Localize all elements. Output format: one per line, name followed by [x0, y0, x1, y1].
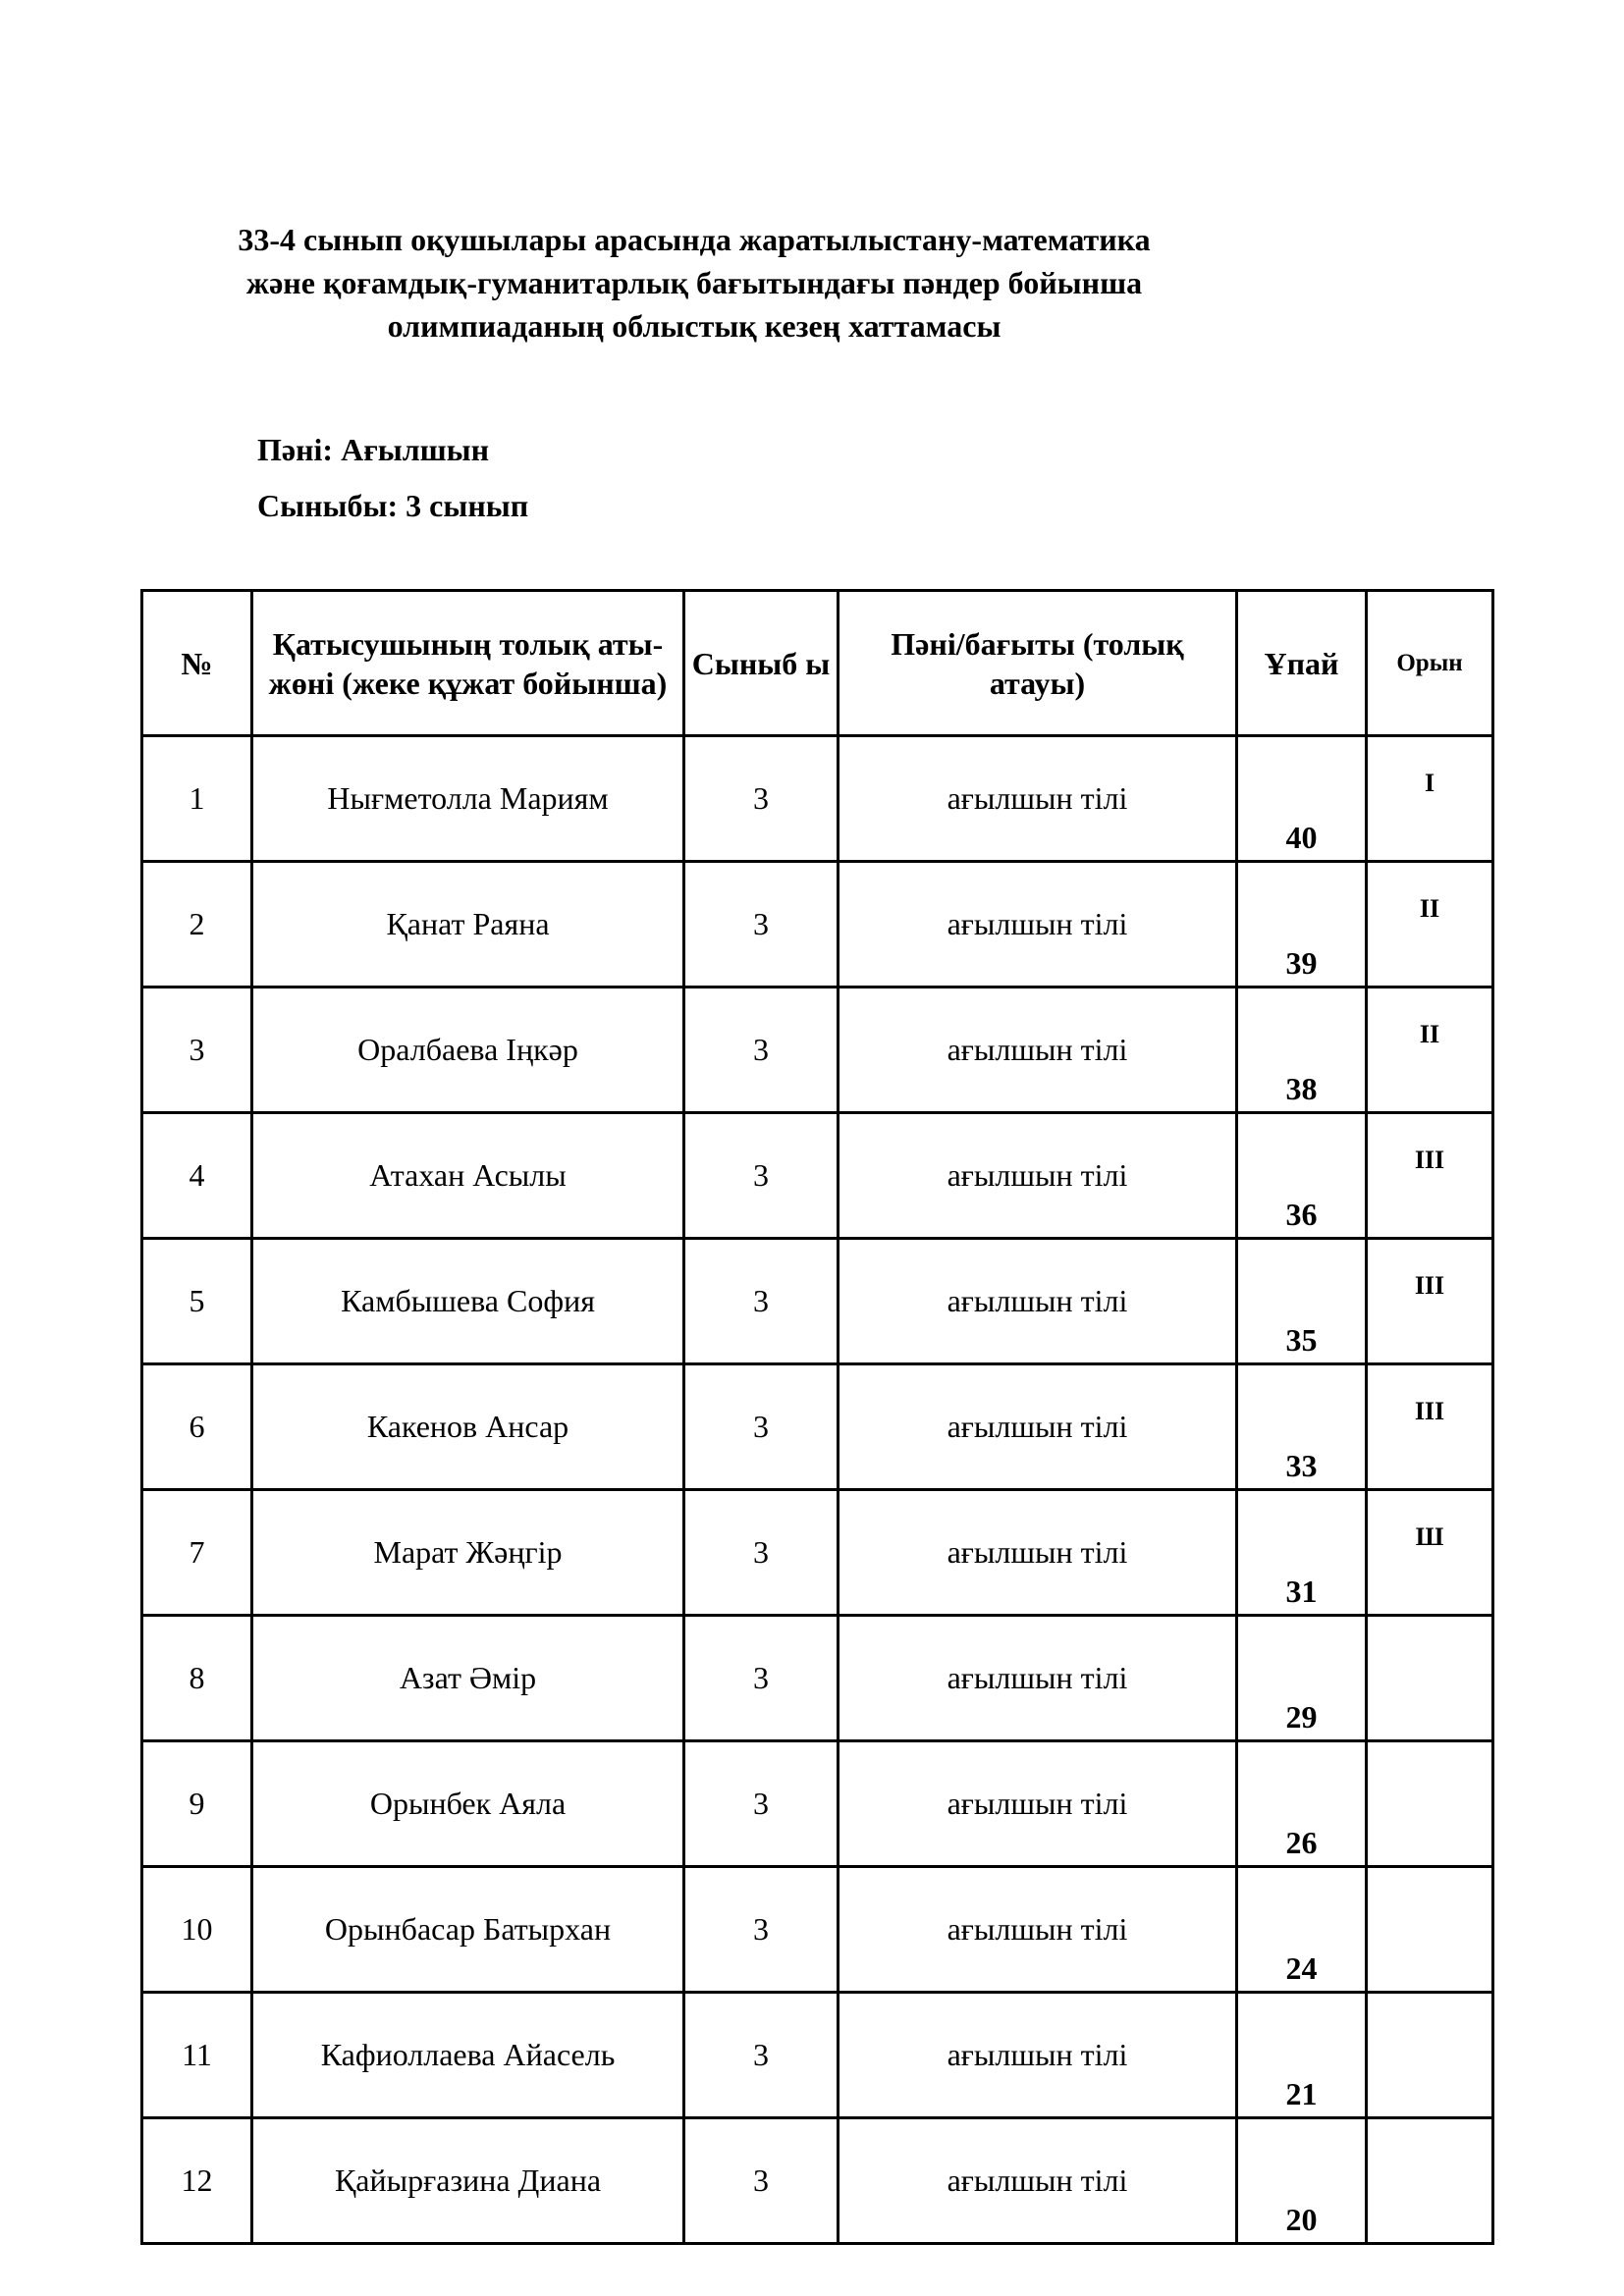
- cell-score: 38: [1237, 988, 1367, 1113]
- document-title: [0, 218, 1388, 347]
- cell-score: 21: [1237, 1993, 1367, 2118]
- cell-number: 3: [142, 988, 252, 1113]
- cell-score: 24: [1237, 1867, 1367, 1993]
- cell-grade: 3: [684, 1239, 839, 1364]
- cell-number: 8: [142, 1616, 252, 1741]
- cell-subject: ағылшын тілі: [839, 1867, 1237, 1993]
- cell-name: Оралбаева Іңкәр: [252, 988, 684, 1113]
- table-header-row: [142, 591, 1493, 736]
- table-row: [142, 1490, 1493, 1616]
- header-subject: Пәні/бағыты (толық атауы): [839, 591, 1237, 736]
- cell-name: Азат Әмір: [252, 1616, 684, 1741]
- cell-name: Кафиоллаева Айасель: [252, 1993, 684, 2118]
- cell-name: Марат Жәңгір: [252, 1490, 684, 1616]
- cell-grade: 3: [684, 1993, 839, 2118]
- cell-number: 6: [142, 1364, 252, 1490]
- table-body: [142, 736, 1493, 2244]
- table-row: [142, 1741, 1493, 1867]
- table-row: [142, 988, 1493, 1113]
- cell-grade: 3: [684, 1741, 839, 1867]
- title-line-1: 33-4 сынып оқушылары арасында жаратылыстану-математика: [238, 222, 1151, 257]
- cell-grade: 3: [684, 1364, 839, 1490]
- cell-name: Орынбек Аяла: [252, 1741, 684, 1867]
- cell-subject: ағылшын тілі: [839, 1490, 1237, 1616]
- cell-subject: ағылшын тілі: [839, 862, 1237, 988]
- header-name: Қатысушының толық аты-жөні (жеке құжат бойынша): [252, 591, 684, 736]
- cell-place: III: [1367, 1239, 1493, 1364]
- cell-place: III: [1367, 1364, 1493, 1490]
- cell-number: 7: [142, 1490, 252, 1616]
- cell-grade: 3: [684, 1616, 839, 1741]
- cell-subject: ағылшын тілі: [839, 1364, 1237, 1490]
- cell-number: 12: [142, 2118, 252, 2244]
- cell-subject: ағылшын тілі: [839, 1239, 1237, 1364]
- cell-grade: 3: [684, 1490, 839, 1616]
- cell-name: Орынбасар Батырхан: [252, 1867, 684, 1993]
- cell-place: [1367, 1993, 1493, 2118]
- cell-score: 29: [1237, 1616, 1367, 1741]
- subject-label: Пәні: Ағылшын: [257, 432, 490, 467]
- cell-place: I: [1367, 736, 1493, 862]
- table-row: [142, 2118, 1493, 2244]
- cell-number: 9: [142, 1741, 252, 1867]
- table-row: [142, 1364, 1493, 1490]
- cell-name: Камбышева София: [252, 1239, 684, 1364]
- cell-score: 36: [1237, 1113, 1367, 1239]
- title-line-3: олимпиаданың облыстық кезең хаттамасы: [387, 308, 1001, 344]
- header-score: Ұпай: [1237, 591, 1367, 736]
- header-place: Орын: [1367, 591, 1493, 736]
- cell-name: Атахан Асылы: [252, 1113, 684, 1239]
- header-grade: Сыныб ы: [684, 591, 839, 736]
- cell-number: 11: [142, 1993, 252, 2118]
- table-row: [142, 1239, 1493, 1364]
- cell-score: 35: [1237, 1239, 1367, 1364]
- cell-grade: 3: [684, 862, 839, 988]
- cell-score: 39: [1237, 862, 1367, 988]
- table-row: [142, 736, 1493, 862]
- header-number: №: [142, 591, 252, 736]
- cell-number: 1: [142, 736, 252, 862]
- cell-grade: 3: [684, 2118, 839, 2244]
- cell-name: Қайырғазина Диана: [252, 2118, 684, 2244]
- cell-score: 20: [1237, 2118, 1367, 2244]
- cell-place: [1367, 1867, 1493, 1993]
- cell-place: Ш: [1367, 1490, 1493, 1616]
- cell-place: [1367, 1741, 1493, 1867]
- cell-subject: ағылшын тілі: [839, 1113, 1237, 1239]
- cell-score: 26: [1237, 1741, 1367, 1867]
- cell-score: 40: [1237, 736, 1367, 862]
- cell-subject: ағылшын тілі: [839, 1616, 1237, 1741]
- cell-grade: 3: [684, 1113, 839, 1239]
- cell-subject: ағылшын тілі: [839, 988, 1237, 1113]
- cell-place: II: [1367, 862, 1493, 988]
- cell-subject: ағылшын тілі: [839, 2118, 1237, 2244]
- results-table: [140, 589, 1494, 2245]
- cell-number: 4: [142, 1113, 252, 1239]
- cell-subject: ағылшын тілі: [839, 736, 1237, 862]
- cell-name: Қанат Раяна: [252, 862, 684, 988]
- table-row: [142, 862, 1493, 988]
- table-row: [142, 1616, 1493, 1741]
- cell-name: Нығметолла Мариям: [252, 736, 684, 862]
- cell-number: 2: [142, 862, 252, 988]
- table-row: [142, 1993, 1493, 2118]
- cell-grade: 3: [684, 988, 839, 1113]
- cell-score: 31: [1237, 1490, 1367, 1616]
- cell-score: 33: [1237, 1364, 1367, 1490]
- title-line-2: және қоғамдық-гуманитарлық бағытындағы пәндер бойынша: [245, 265, 1143, 300]
- cell-number: 5: [142, 1239, 252, 1364]
- cell-name: Какенов Ансар: [252, 1364, 684, 1490]
- cell-subject: ағылшын тілі: [839, 1993, 1237, 2118]
- cell-subject: ағылшын тілі: [839, 1741, 1237, 1867]
- cell-grade: 3: [684, 736, 839, 862]
- cell-place: III: [1367, 1113, 1493, 1239]
- cell-grade: 3: [684, 1867, 839, 1993]
- cell-place: [1367, 2118, 1493, 2244]
- cell-number: 10: [142, 1867, 252, 1993]
- table-row: [142, 1113, 1493, 1239]
- cell-place: II: [1367, 988, 1493, 1113]
- cell-place: [1367, 1616, 1493, 1741]
- table-row: [142, 1867, 1493, 1993]
- grade-label: Сыныбы: 3 сынып: [257, 488, 529, 523]
